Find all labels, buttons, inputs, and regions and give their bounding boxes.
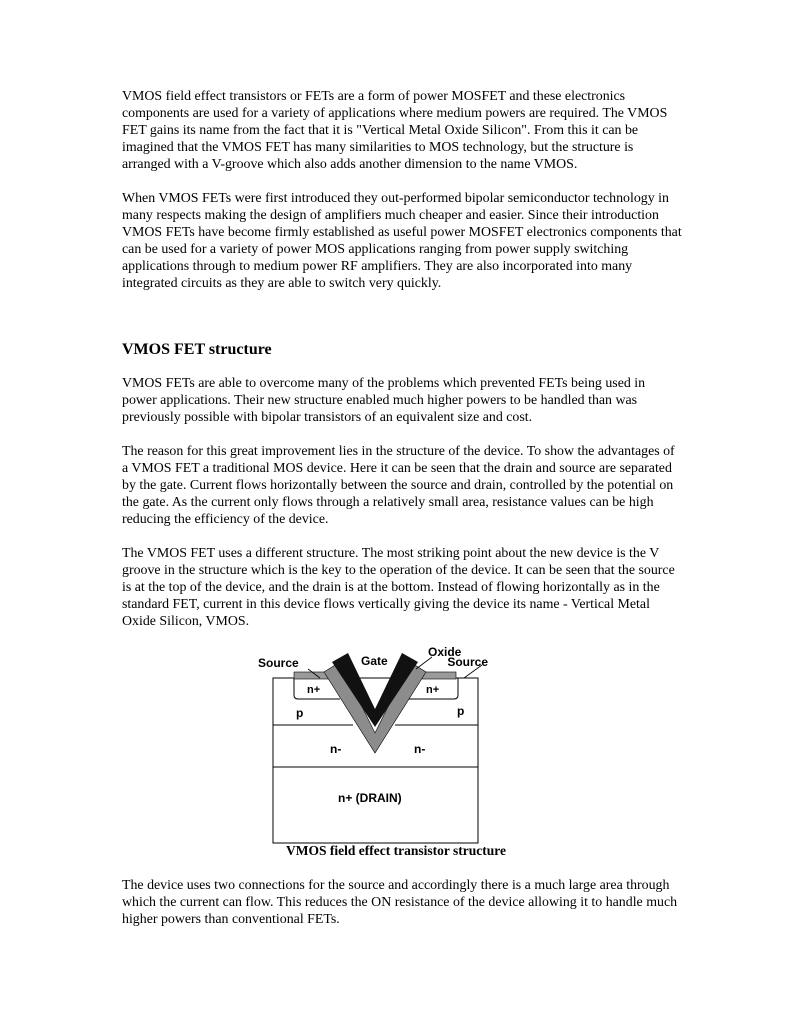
label-n-plus-right: n+ [426,684,440,696]
label-n-minus-left: n- [330,742,342,756]
label-p-right: p [457,704,465,718]
label-oxide: Oxide [428,645,462,659]
structure-paragraph-3: The VMOS FET uses a different structure. The most striking point about the new device is the V groove in the structure which is the key to the operation of the device. It can be seen that the source is at the top of the device, and the drain is at the bottom. Instead of flowing horizontally as in the standard FET, current in this device flows vertically giving the device its name - Vertical Metal Oxide Silicon, VMOS. [122,546,675,629]
label-n-plus-left: n+ [307,684,321,696]
closing-section [122,877,682,928]
label-drain: n+ (DRAIN) [338,791,402,805]
structure-paragraph-1: VMOS FETs are able to overcome many of the problems which prevented FETs being used in power applications. Their new structure enabled much higher powers to be handled than was previously possible with bipolar transistors of an equivalent size and cost. [122,376,646,425]
label-gate: Gate [361,654,388,668]
section-heading: VMOS FET structure [122,341,272,358]
structure-paragraph-2: The reason for this great improvement lies in the structure of the device. To show the advantages of a VMOS FET a traditional MOS device. Here it can be seen that the drain and source are separated by the gate. Current flows horizontally between the source and drain, controlled by the potential on the gate. As the current only flows through a relatively small area, resistance values can be high reducing the efficiency of the device. [122,444,675,527]
device-body [273,678,478,843]
vmos-diagram-svg [250,645,490,845]
intro-paragraph-1: VMOS field effect transistors or FETs are a form of power MOSFET and these electronics components are used for a variety of applications where medium powers are required. The VMOS FET gains its name from the fact that it is "Vertical Metal Oxide Silicon". From this it can be imagined that the VMOS FET has many similarities to MOS technology, but the structure is arranged with a V-groove which also adds another dimension to the name VMOS. [122,89,668,172]
label-source-left: Source [258,656,299,670]
label-p-left: p [296,706,304,720]
vmos-structure-diagram [250,645,490,845]
closing-paragraph: The device uses two connections for the source and accordingly there is a much large area through which the current can flow. This reduces the ON resistance of the device allowing it to handle much higher powers than conventional FETs. [122,878,678,927]
intro-paragraph-2: When VMOS FETs were first introduced they out-performed bipolar semiconductor technology in many respects making the design of amplifiers much cheaper and easier. Since their introduction VMOS FETs have become firmly established as useful power MOSFET electronics components that can be used for a variety of power MOS applications ranging from power supply switching applications through to medium power RF amplifiers. They are also incorporated into many integrated circuits as they are able to switch very quickly. [122,191,682,291]
figure-caption: VMOS field effect transistor structure [286,843,506,858]
document-body [122,88,682,630]
label-source-right: Source [447,655,488,669]
label-n-minus-right: n- [414,742,426,756]
